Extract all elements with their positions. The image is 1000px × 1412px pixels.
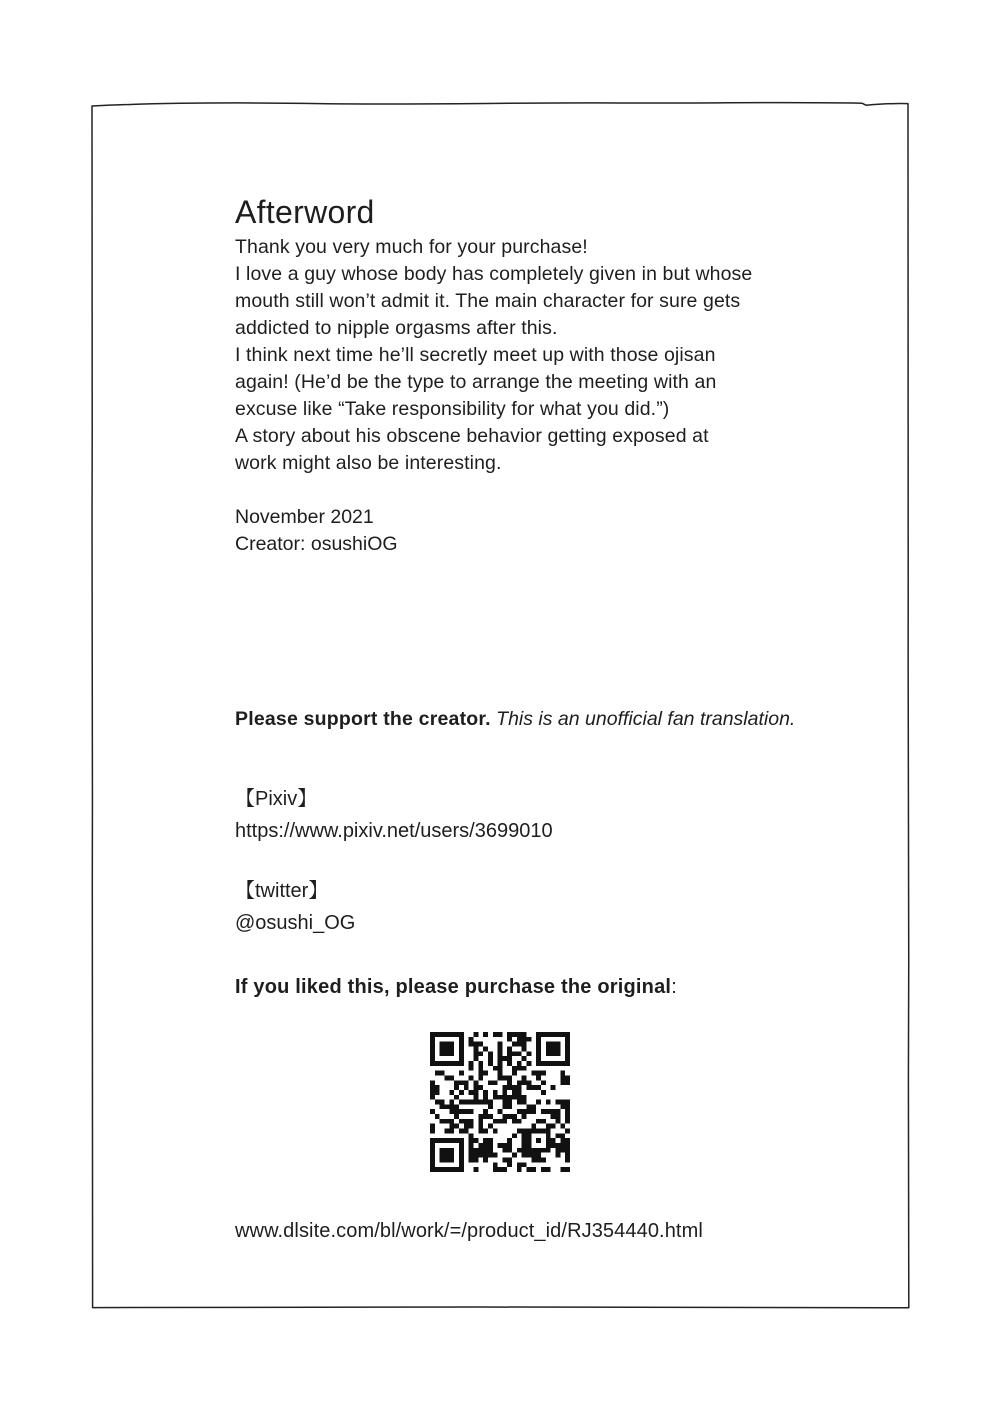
support-note (235, 706, 915, 733)
purchase-prompt-colon: : (671, 976, 677, 998)
twitter-label: 【twitter】 (235, 880, 329, 902)
pixiv-url: https://www.pixiv.net/users/3699010 (235, 820, 553, 842)
date-line: November 2021 (235, 506, 374, 528)
body-line: I love a guy whose body has completely given in but whose (235, 263, 753, 285)
qr-code-icon (430, 1032, 570, 1172)
body-line: addicted to nipple orgasms after this. (235, 317, 558, 339)
afterword-body (235, 234, 865, 477)
page-title: Afterword (235, 194, 375, 230)
support-note-italic: This is an unofficial fan translation. (496, 708, 796, 730)
body-line: mouth still won’t admit it. The main character for sure gets (235, 290, 741, 312)
purchase-prompt-bold: If you liked this, please purchase the original (235, 976, 672, 998)
pixiv-label: 【Pixiv】 (235, 788, 318, 810)
body-line: Thank you very much for your purchase! (235, 236, 588, 258)
purchase-prompt (235, 974, 677, 1001)
qr-code-wrap (430, 1032, 570, 1172)
body-line: I think next time he’ll secretly meet up with those ojisan (235, 344, 716, 366)
twitter-handle: @osushi_OG (235, 912, 356, 934)
date-block (235, 504, 398, 558)
body-line: again! (He’d be the type to arrange the meeting with an (235, 371, 717, 393)
creator-line: Creator: osushiOG (235, 533, 398, 555)
body-line: work might also be interesting. (235, 452, 502, 474)
support-note-bold: Please support the creator. (235, 708, 491, 730)
body-line: A story about his obscene behavior getting exposed at (235, 425, 709, 447)
dlsite-url: www.dlsite.com/bl/work/=/product_id/RJ354440.html (235, 1220, 703, 1242)
body-line: excuse like “Take responsibility for what you did.”) (235, 398, 670, 420)
